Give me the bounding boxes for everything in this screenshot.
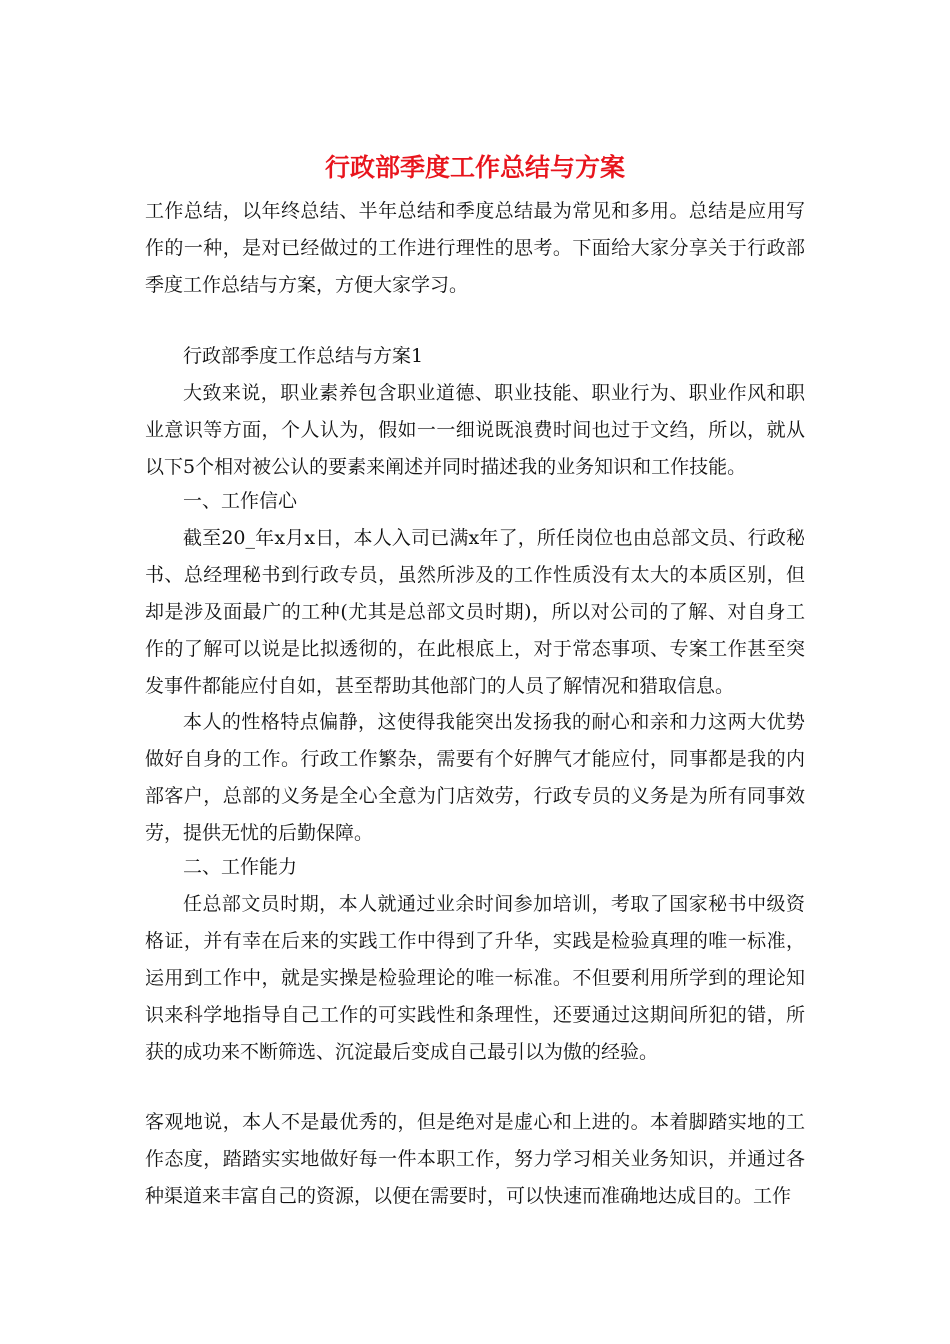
heading-work-confidence: 一、工作信心: [183, 490, 298, 512]
paragraph-1: 大致来说，职业素养包含职业道德、职业技能、职业行为、职业作风和职业意识等方面，个人认为，假如一一细说既浪费时间也过于文绉，所以，就从以下5个相对被公认的要素来阐述并同时描述我的业务知识和工作技能。: [145, 382, 805, 478]
paragraph-4: 任总部文员时期，本人就通过业余时间参加培训，考取了国家秘书中级资格证，并有幸在后来的实践工作中得到了升华，实践是检验真理的唯一标准，运用到工作中，就是实操是检验理论的唯一标准。不但要利用所学到的理论知识来科学地指导自己工作的可实践性和条理性，还要通过这期间所犯的错，所获的成功来不断筛选、沉淀最后变成自己最引以为傲的经验。: [145, 893, 805, 1063]
intro-paragraph: 工作总结，以年终总结、半年总结和季度总结最为常见和多用。总结是应用写作的一种，是对已经做过的工作进行理性的思考。下面给大家分享关于行政部季度工作总结与方案，方便大家学习。: [145, 200, 805, 296]
paragraph-2: 截至20_年x月x日，本人入司已满x年了，所任岗位也由总部文员、行政秘书、总经理秘书到行政专员，虽然所涉及的工作性质没有太大的本质区别，但却是涉及面最广的工种(尤其是总部文员时期)，所以对公司的了解、对自身工作的了解可以说是比拟透彻的，在此根底上，对于常态事项、专案工作甚至突发事件都能应付自如，甚至帮助其他部门的人员了解情况和猎取信息。: [145, 527, 805, 697]
heading-work-ability: 二、工作能力: [183, 856, 298, 878]
document-title: 行政部季度工作总结与方案: [324, 153, 625, 182]
section-title: 行政部季度工作总结与方案1: [183, 345, 424, 367]
paragraph-5: 客观地说，本人不是最优秀的，但是绝对是虚心和上进的。本着脚踏实地的工作态度，踏踏实实地做好每一件本职工作，努力学习相关业务知识，并通过各种渠道来丰富自己的资源，以便在需要时，可以快速而准确地达成目的。工作: [145, 1111, 805, 1207]
paragraph-3: 本人的性格特点偏静，这使得我能突出发扬我的耐心和亲和力这两大优势做好自身的工作。行政工作繁杂，需要有个好脾气才能应付，同事都是我的内部客户，总部的义务是全心全意为门店效劳，行政专员的义务是为所有同事效劳，提供无忧的后勤保障。: [145, 711, 805, 844]
